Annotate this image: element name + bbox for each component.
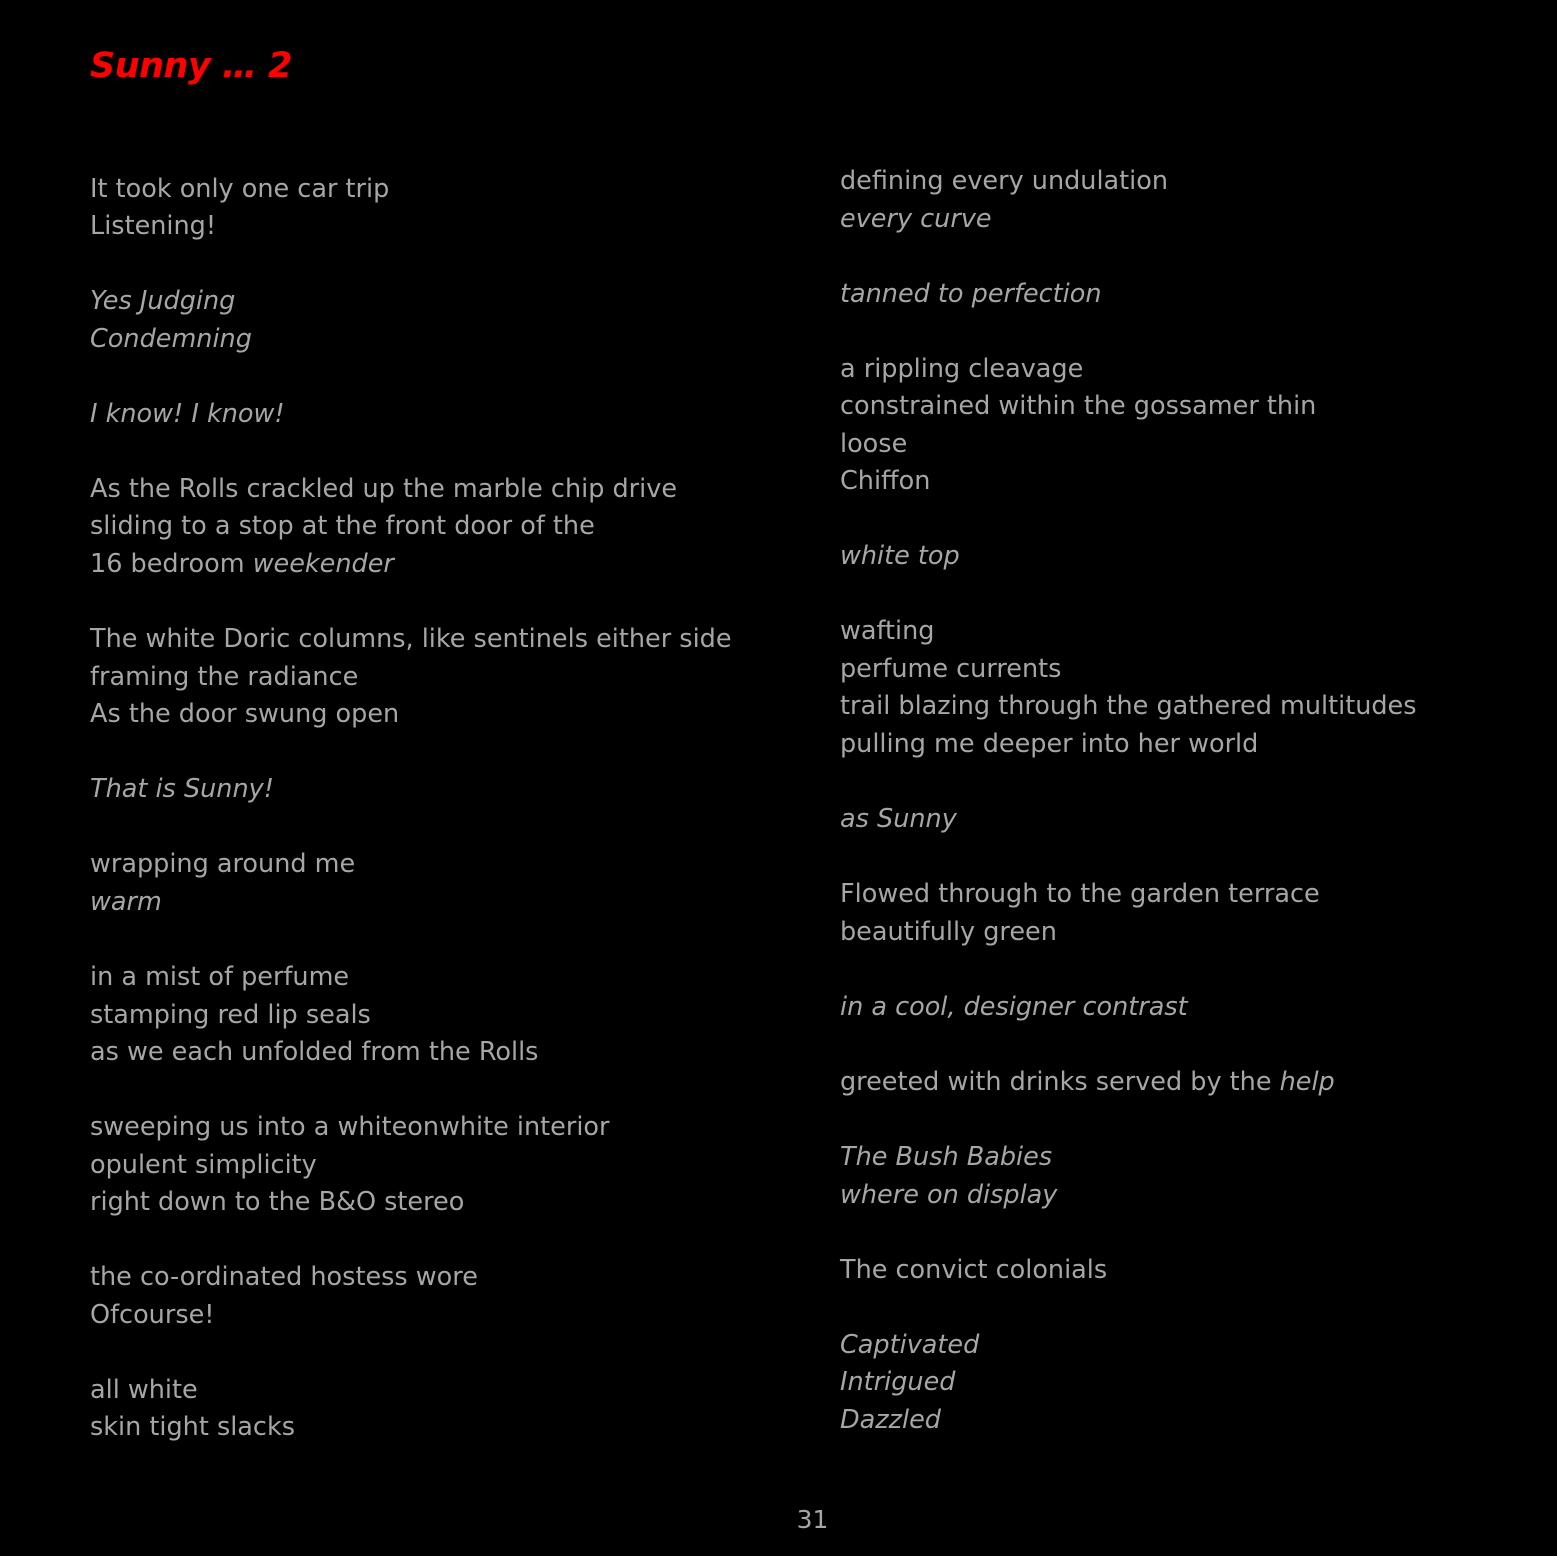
- poem-line-text: 16 bedroom: [90, 549, 253, 579]
- poem-line: the co-ordinated hostess wore: [90, 1262, 478, 1292]
- poem-title: Sunny … 2: [90, 46, 292, 86]
- poem-line: The Bush Babies: [840, 1142, 1053, 1172]
- poem-line: framing the radiance: [90, 662, 359, 692]
- poem-line: Intrigued: [840, 1367, 956, 1397]
- poem-line: wrapping around me: [90, 849, 356, 879]
- poem-line: constrained within the gossamer thin: [840, 391, 1317, 421]
- poem-line: [90, 549, 394, 579]
- poem-line: Dazzled: [840, 1405, 941, 1435]
- poem-line: Ofcourse!: [90, 1300, 215, 1330]
- poem-line: Captivated: [840, 1330, 980, 1360]
- poem-line: I know! I know!: [90, 399, 285, 429]
- poem-line: Yes Judging: [90, 286, 236, 316]
- poem-line: every curve: [840, 204, 992, 234]
- poem-line: where on display: [840, 1180, 1058, 1210]
- poem-line: a rippling cleavage: [840, 354, 1084, 384]
- poem-line: The convict colonials: [840, 1255, 1108, 1285]
- poem-line: skin tight slacks: [90, 1412, 296, 1442]
- poem-line: opulent simplicity: [90, 1150, 317, 1180]
- poem-line: pulling me deeper into her world: [840, 729, 1259, 759]
- poem-line: As the door swung open: [90, 699, 400, 729]
- poem-line: as we each unfolded from the Rolls: [90, 1037, 539, 1067]
- poem-line: tanned to perfection: [840, 279, 1102, 309]
- poem-line: The white Doric columns, like sentinels either side: [90, 624, 732, 654]
- poem-line: stamping red lip seals: [90, 1000, 371, 1030]
- poem-line: white top: [840, 541, 960, 571]
- poem-line: Flowed through to the garden terrace: [840, 879, 1320, 909]
- poem-line: Chiffon: [840, 466, 931, 496]
- poem-line: beautifully green: [840, 917, 1057, 947]
- poem-line: in a mist of perfume: [90, 962, 350, 992]
- poem-line: [840, 1067, 1335, 1097]
- poem-line: It took only one car trip: [90, 174, 390, 204]
- poem-line: in a cool, designer contrast: [840, 992, 1188, 1022]
- poem-line: warm: [90, 887, 162, 917]
- poem-line: As the Rolls crackled up the marble chip drive: [90, 474, 678, 504]
- poem-line: perfume currents: [840, 654, 1062, 684]
- poem-line-emphasis: help: [1279, 1067, 1335, 1097]
- poem-line: defining every undulation: [840, 166, 1169, 196]
- poem-line: sweeping us into a whiteonwhite interior: [90, 1112, 610, 1142]
- poem-line-emphasis: weekender: [252, 549, 394, 579]
- poem-line: That is Sunny!: [90, 774, 274, 804]
- poem-line-text: greeted with drinks served by the: [840, 1067, 1280, 1097]
- poem-line: Condemning: [90, 324, 252, 354]
- poem-line: wafting: [840, 616, 935, 646]
- poem-line: as Sunny: [840, 804, 957, 834]
- poem-line: all white: [90, 1375, 198, 1405]
- poem-line: right down to the B&O stereo: [90, 1187, 465, 1217]
- poem-line: loose: [840, 429, 908, 459]
- page-number: 31: [796, 1505, 829, 1534]
- poem-line: Listening!: [90, 211, 217, 241]
- poem-line: trail blazing through the gathered multitudes: [840, 691, 1417, 721]
- poem-line: sliding to a stop at the front door of the: [90, 511, 595, 541]
